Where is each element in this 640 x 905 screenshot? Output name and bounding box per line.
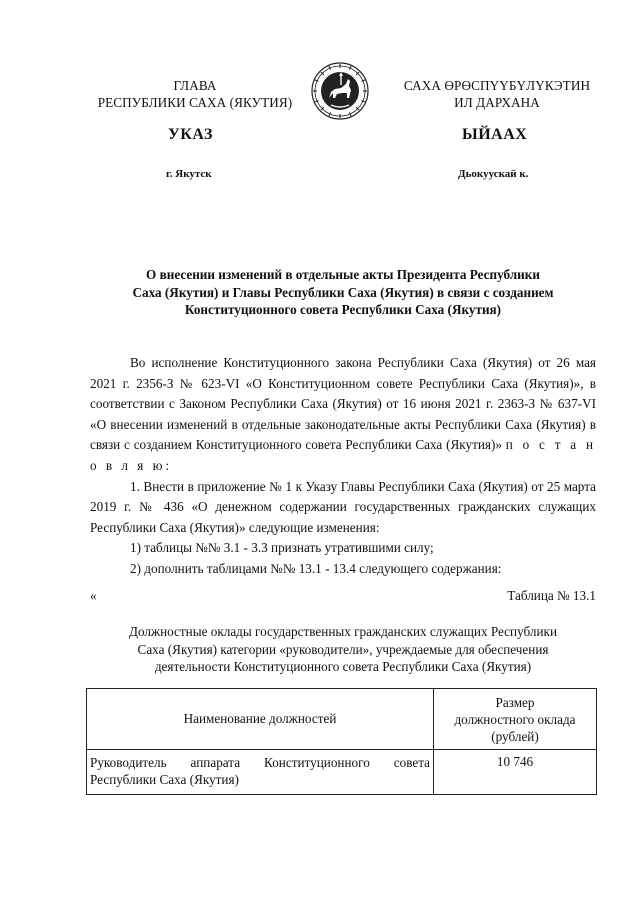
- title-line2: Саха (Якутия) и Главы Республики Саха (Якутия) в связи с созданием: [132, 284, 554, 300]
- position-name-cell: Руководитель аппарата Конституционного совета Республики Саха (Якутия): [87, 750, 434, 795]
- paragraph-2: 1. Внести в приложение № 1 к Указу Главы Республики Саха (Якутия) от 25 марта 2019 г. № 436 «О денежном содержании государственных гражданских служащих Республики Саха (Якутия)» следующие изменения:: [90, 478, 596, 535]
- caption-line1: Должностные оклады государственных гражданских служащих Республики: [128, 624, 558, 639]
- header-left: [90, 77, 300, 111]
- document-body: [90, 353, 596, 580]
- table-header-row: [87, 689, 597, 750]
- table-caption: [90, 623, 596, 676]
- column-header-name: Наименование должностей: [87, 689, 434, 750]
- salary-header-line2: должностного оклада: [454, 711, 576, 727]
- doc-type-ru: УКАЗ: [168, 126, 213, 143]
- salary-table: [86, 688, 597, 795]
- quote-open-mark: «: [90, 588, 97, 603]
- document-title: [90, 266, 596, 319]
- header-left-line2: РЕСПУБЛИКИ САХА (ЯКУТИЯ): [97, 95, 293, 110]
- title-line1: О внесении изменений в отдельные акты Президента Республики: [146, 267, 540, 282]
- paragraph-4: 2) дополнить таблицами №№ 13.1 - 13.4 следующего содержания:: [130, 560, 502, 576]
- salary-header-line1: Размер: [495, 694, 535, 710]
- salary-header-line3: (рублей): [491, 728, 539, 744]
- city-sah: Дьокуускай к.: [458, 168, 529, 180]
- city-ru: г. Якутск: [166, 168, 212, 180]
- paragraph-1: [90, 353, 596, 477]
- header-right: [392, 77, 602, 111]
- caption-line2: Саха (Якутия) категории «руководители», учреждаемые для обеспечения: [137, 641, 549, 657]
- caption-line3: деятельности Конституционного совета Республики Саха (Якутия): [154, 659, 532, 674]
- paragraph-1-main: Во исполнение Конституционного закона Республики Саха (Якутия) от 26 мая 2021 г. 2356-З № 623-VI «О Конституционном совете Республики Саха (Якутия)», в соответствии с Законом Республики Саха (Якутия) от 16 июня 2021 г. 2363-З № 637-VI «О внесении изменений в отдельные законодательные акты Республики Саха (Якутия) в связи с созданием Конституционного совета Республики Саха (Якутия)»: [90, 355, 596, 453]
- table-row: [87, 750, 597, 795]
- paragraph-3: 1) таблицы №№ 3.1 - 3.3 признать утратившими силу;: [130, 540, 434, 556]
- decree-word: п о с т а н о в л я ю:: [90, 437, 596, 473]
- doc-type-sah: ЫЙААХ: [462, 126, 528, 143]
- coat-of-arms-icon: [311, 62, 369, 120]
- header-right-line2: ИЛ ДАРХАНА: [454, 95, 540, 110]
- column-header-salary: [434, 689, 597, 750]
- title-line3: Конституционного совета Республики Саха (Якутия): [184, 302, 502, 317]
- salary-cell: 10 746: [434, 750, 597, 795]
- header-right-line1: САХА ӨРӨСПҮҮБҮЛҮКЭТИН: [403, 78, 591, 93]
- header-left-line1: ГЛАВА: [173, 78, 217, 93]
- table-label: Таблица № 13.1: [507, 588, 596, 603]
